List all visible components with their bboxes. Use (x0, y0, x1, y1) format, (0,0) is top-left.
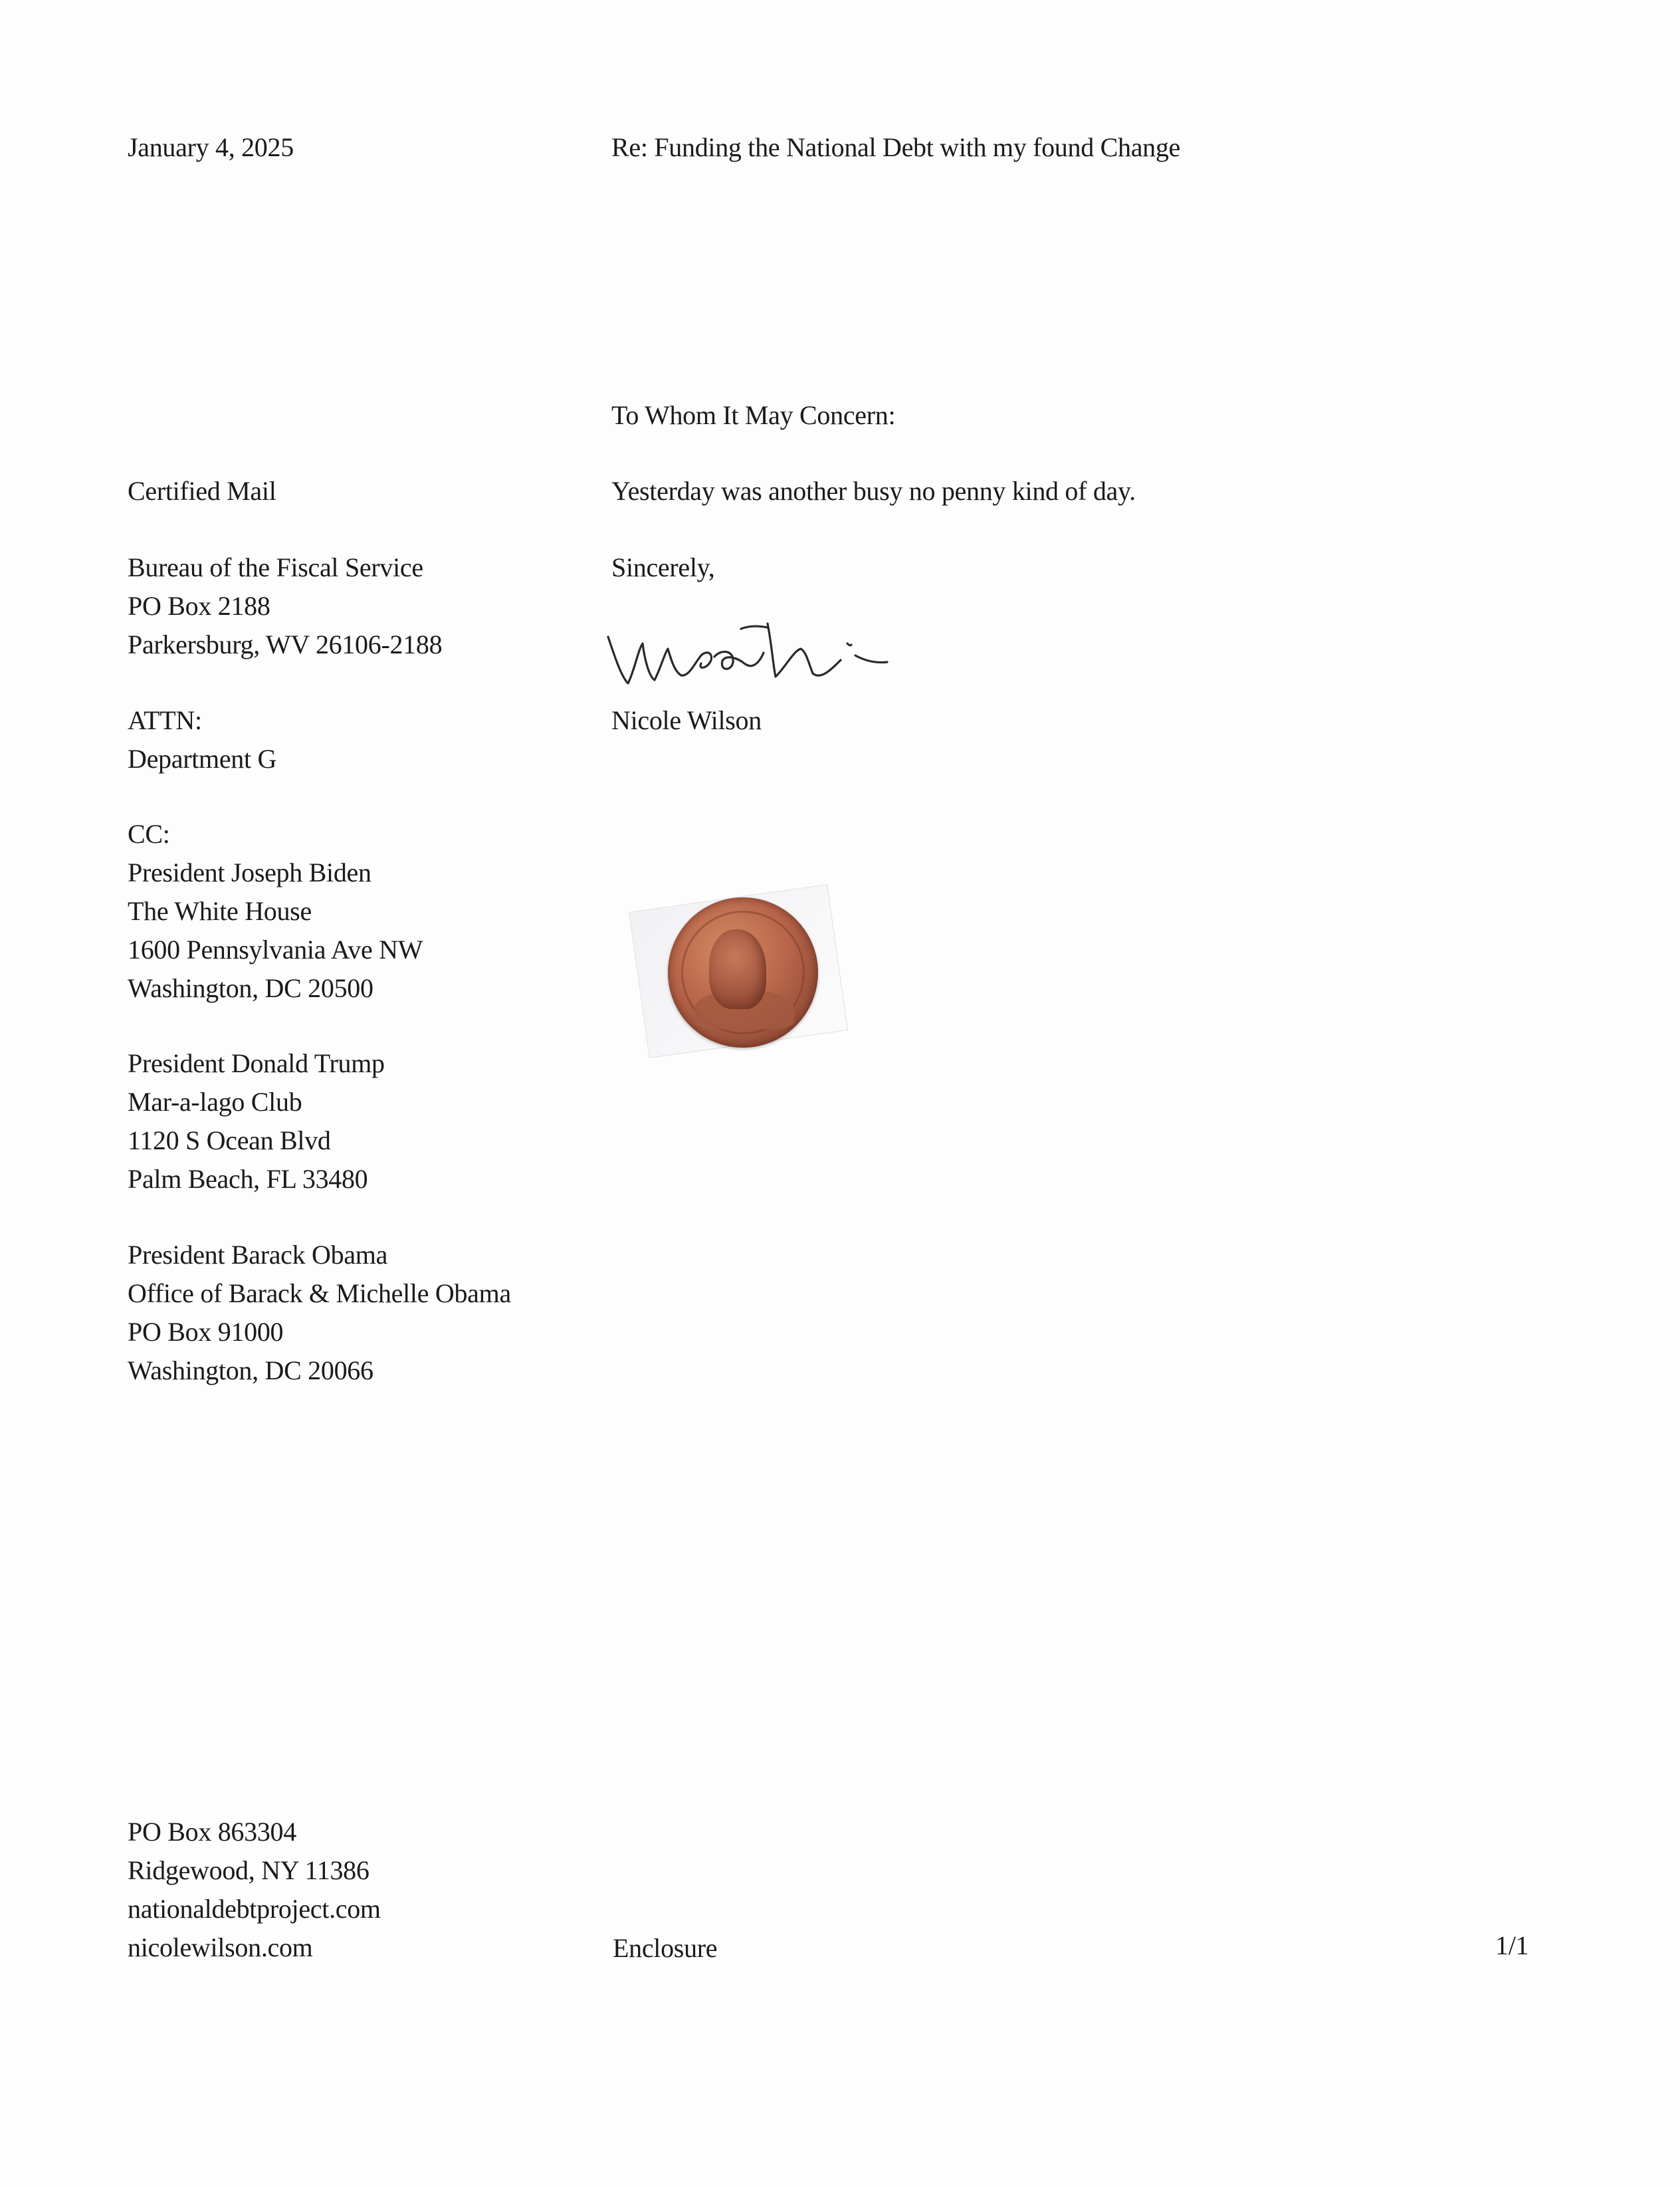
recipient-line: Parkersburg, WV 26106-2188 (128, 630, 443, 659)
cc-block-trump (128, 1044, 385, 1199)
sender-address (128, 1813, 381, 1967)
page-number: 1/1 (1495, 1930, 1529, 1960)
attn-label: ATTN: (128, 705, 202, 735)
cc-line: President Joseph Biden (128, 858, 371, 887)
recipient-line: Bureau of the Fiscal Service (128, 552, 423, 582)
recipient-line: PO Box 2188 (128, 591, 270, 621)
cc-line: Mar-a-lago Club (128, 1087, 302, 1117)
letter-subject: Re: Funding the National Debt with my found Change (611, 132, 1180, 162)
cc-line: Washington, DC 20500 (128, 973, 373, 1003)
sender-line: Ridgewood, NY 11386 (128, 1855, 369, 1885)
cc-line: President Donald Trump (128, 1048, 385, 1078)
cc-line: 1120 S Ocean Blvd (128, 1125, 331, 1155)
cc-line: 1600 Pennsylvania Ave NW (128, 935, 423, 965)
sender-website: nicolewilson.com (128, 1932, 313, 1962)
letter-date: January 4, 2025 (128, 132, 294, 162)
cc-line: PO Box 91000 (128, 1317, 284, 1347)
salutation: To Whom It May Concern: (611, 400, 896, 430)
cc-block-biden (128, 815, 423, 1008)
cc-label: CC: (128, 819, 170, 849)
attn-block (128, 701, 276, 778)
sender-website: nationaldebtproject.com (128, 1894, 381, 1924)
signature-icon (601, 597, 920, 697)
cc-line: Washington, DC 20066 (128, 1355, 373, 1385)
signer-name: Nicole Wilson (611, 705, 762, 735)
delivery-method: Certified Mail (128, 476, 276, 506)
cc-line: Office of Barack & Michelle Obama (128, 1278, 511, 1308)
coin-bust-head (709, 929, 766, 1009)
enclosed-penny (638, 884, 837, 1057)
cc-line: President Barack Obama (128, 1240, 388, 1270)
closing: Sincerely, (611, 552, 715, 582)
cc-line: The White House (128, 896, 312, 926)
penny-coin-icon (668, 897, 818, 1048)
recipient-address (128, 548, 442, 664)
cc-block-obama (128, 1236, 511, 1390)
sender-line: PO Box 863304 (128, 1817, 296, 1847)
attn-department: Department G (128, 744, 277, 774)
letter-body: Yesterday was another busy no penny kind of day. (611, 476, 1136, 506)
cc-line: Palm Beach, FL 33480 (128, 1164, 368, 1194)
enclosure-note: Enclosure (613, 1933, 718, 1963)
